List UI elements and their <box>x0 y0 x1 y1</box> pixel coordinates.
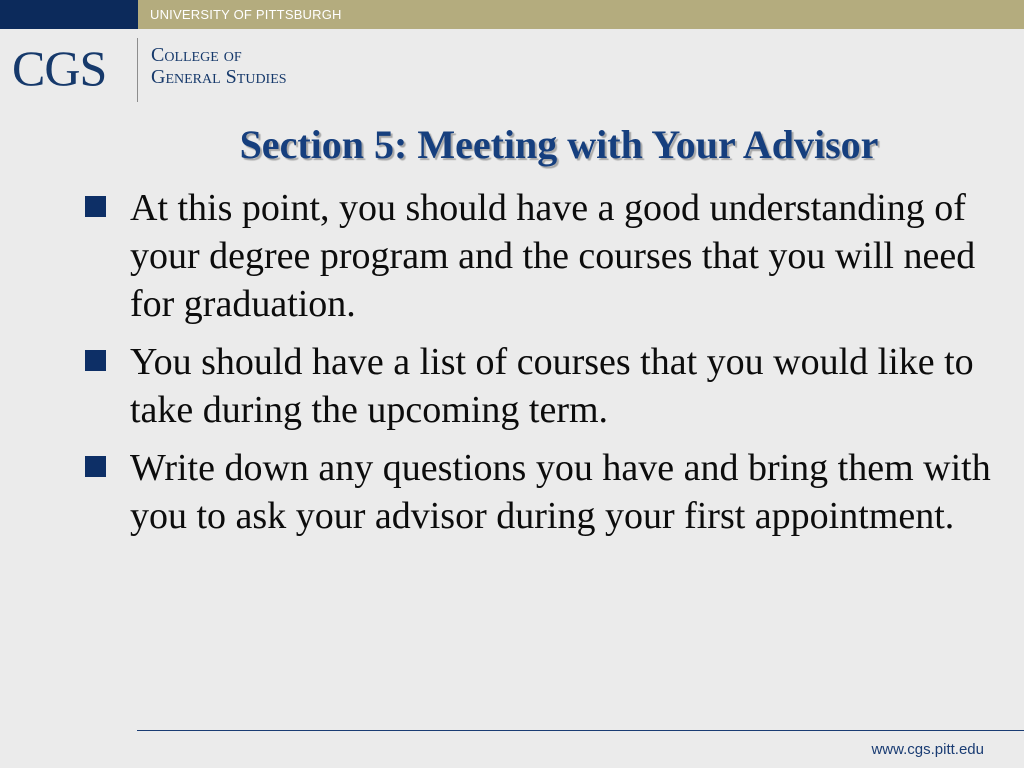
top-banner-navy-block <box>0 0 138 29</box>
bullet-item <box>82 338 1002 434</box>
bullet-item <box>82 444 1002 540</box>
square-bullet-icon <box>85 350 106 371</box>
cgs-logo: CGS <box>12 40 107 96</box>
bullet-item <box>82 184 1002 328</box>
university-name: UNIVERSITY OF PITTSBURGH <box>150 7 342 22</box>
square-bullet-icon <box>85 456 106 477</box>
bullet-text: At this point, you should have a good understanding of your degree program and the courses that you will need for graduation. <box>130 187 976 325</box>
square-bullet-icon <box>85 196 106 217</box>
logo-divider <box>137 38 138 102</box>
slide-title: Section 5: Meeting with Your Advisor <box>239 122 879 167</box>
college-name-line2: General Studies <box>151 66 287 88</box>
college-name <box>151 44 287 88</box>
footer-divider <box>137 730 1024 731</box>
bullet-list <box>82 184 1002 550</box>
bullet-text: You should have a list of courses that you would like to take during the upcoming term. <box>130 341 974 431</box>
bullet-text: Write down any questions you have and bring them with you to ask your advisor during your first appointment. <box>130 447 991 537</box>
top-banner <box>0 0 1024 29</box>
college-name-line1: College of <box>151 44 242 66</box>
footer-url[interactable]: www.cgs.pitt.edu <box>871 741 984 758</box>
